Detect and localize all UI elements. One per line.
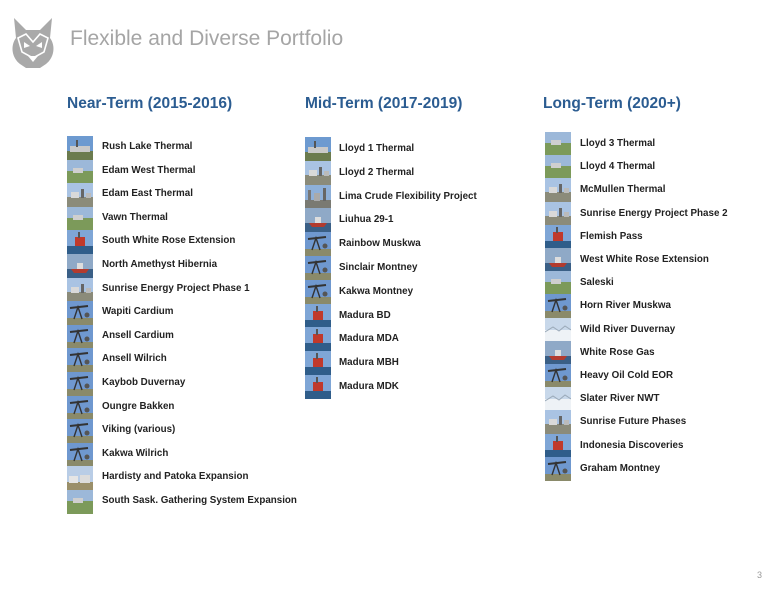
project-photo-pumpjack (545, 364, 571, 388)
project-photo-pumpjack (545, 457, 571, 481)
project-photo-facility (545, 178, 571, 202)
project-label: Madura MDA (339, 333, 399, 344)
project-photo-field (67, 160, 93, 184)
project-label: Heavy Oil Cold EOR (580, 370, 674, 381)
project-label: Wapiti Cardium (102, 306, 174, 317)
project-photo-offshore-platform (305, 351, 331, 375)
project-photo-field (67, 490, 93, 514)
project-photo-offshore-platform (545, 225, 571, 249)
project-photo-oil-facility (67, 136, 93, 160)
project-label: North Amethyst Hibernia (102, 259, 218, 270)
project-label: McMullen Thermal (580, 184, 666, 195)
project-photo-oil-facility (305, 137, 331, 161)
column-heading-long-term: Long-Term (2020+) (543, 95, 681, 112)
project-photo-snow (545, 318, 571, 342)
project-label: Oungre Bakken (102, 401, 175, 412)
project-label: Hardisty and Patoka Expansion (102, 471, 249, 482)
column-heading-mid-term: Mid-Term (2017-2019) (305, 95, 463, 112)
project-photo-facility (545, 202, 571, 226)
project-photo-tanks (67, 466, 93, 490)
project-label: Viking (various) (102, 424, 176, 435)
project-photo-field (545, 132, 571, 156)
project-photo-offshore-vessel (545, 248, 571, 272)
project-label: Sunrise Energy Project Phase 2 (580, 208, 728, 219)
project-label: Madura MDK (339, 381, 399, 392)
project-photo-snow (545, 387, 571, 411)
project-photo-pumpjack (67, 348, 93, 372)
project-label: Horn River Muskwa (580, 300, 671, 311)
husky-logo-icon (6, 12, 60, 70)
project-label: Kakwa Wilrich (102, 448, 169, 459)
page-number: 3 (756, 570, 762, 580)
project-photo-facility (67, 183, 93, 207)
project-label: Lima Crude Flexibility Project (339, 191, 477, 202)
project-photo-pumpjack (67, 325, 93, 349)
project-photo-field (545, 155, 571, 179)
project-photo-pumpjack (545, 294, 571, 318)
project-label: Saleski (580, 277, 614, 288)
project-photo-pumpjack (67, 372, 93, 396)
project-photo-pumpjack (305, 232, 331, 256)
project-photo-offshore-platform (67, 230, 93, 254)
project-label: Sunrise Future Phases (580, 416, 687, 427)
project-label: Madura BD (339, 310, 391, 321)
project-photo-pumpjack (305, 256, 331, 280)
project-label: Sunrise Energy Project Phase 1 (102, 283, 250, 294)
page-title: Flexible and Diverse Portfolio (70, 27, 344, 50)
project-photo-pumpjack (305, 280, 331, 304)
project-photo-facility (67, 278, 93, 302)
project-label: Lloyd 1 Thermal (339, 143, 415, 154)
project-photo-facility (545, 410, 571, 434)
project-photo-pumpjack (67, 301, 93, 325)
project-label: Rainbow Muskwa (339, 238, 421, 249)
project-label: Liuhua 29-1 (339, 214, 394, 225)
project-label: Madura MBH (339, 357, 399, 368)
project-label: Lloyd 4 Thermal (580, 161, 656, 172)
project-label: Slater River NWT (580, 393, 660, 404)
project-photo-offshore-vessel (305, 208, 331, 232)
project-label: Vawn Thermal (102, 212, 168, 223)
project-label: Indonesia Discoveries (580, 440, 684, 451)
project-photo-field (545, 271, 571, 295)
project-photo-offshore-platform (305, 304, 331, 328)
project-label: Flemish Pass (580, 231, 643, 242)
project-label: Edam East Thermal (102, 188, 193, 199)
project-label: Kakwa Montney (339, 286, 414, 297)
project-label: Lloyd 2 Thermal (339, 167, 415, 178)
project-photo-offshore-vessel (67, 254, 93, 278)
project-label: Kaybob Duvernay (102, 377, 186, 388)
project-label: Graham Montney (580, 463, 661, 474)
project-photo-pumpjack (67, 443, 93, 467)
project-label: White Rose Gas (580, 347, 655, 358)
column-heading-near-term: Near-Term (2015-2016) (67, 95, 233, 112)
project-label: South White Rose Extension (102, 235, 236, 246)
project-photo-facility (305, 161, 331, 185)
project-label: Ansell Cardium (102, 330, 174, 341)
project-label: South Sask. Gathering System Expansion (102, 495, 297, 506)
project-label: Ansell Wilrich (102, 353, 167, 364)
project-photo-pumpjack (67, 396, 93, 420)
project-photo-offshore-platform (305, 327, 331, 351)
project-photo-offshore-platform (305, 375, 331, 399)
project-label: West White Rose Extension (580, 254, 709, 265)
project-photo-pumpjack (67, 419, 93, 443)
project-photo-offshore-platform (545, 434, 571, 458)
project-label: Rush Lake Thermal (102, 141, 193, 152)
project-label: Sinclair Montney (339, 262, 418, 273)
project-label: Lloyd 3 Thermal (580, 138, 656, 149)
project-photo-offshore-vessel (545, 341, 571, 365)
project-photo-field (67, 207, 93, 231)
project-label: Edam West Thermal (102, 165, 196, 176)
project-photo-refinery (305, 185, 331, 209)
project-label: Wild River Duvernay (580, 324, 676, 335)
